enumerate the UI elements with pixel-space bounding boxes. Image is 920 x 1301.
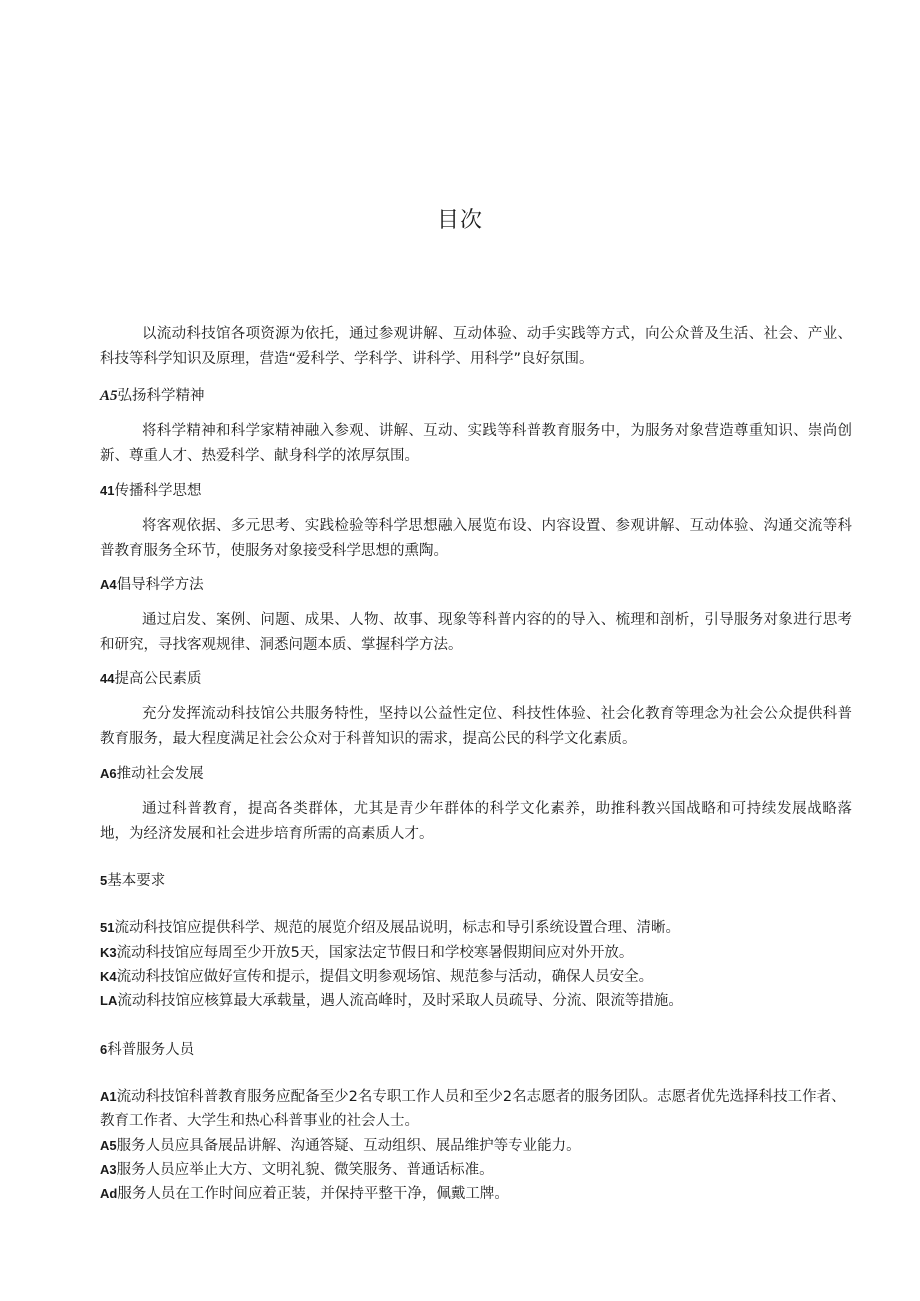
section-heading xyxy=(100,764,204,784)
section-heading xyxy=(100,386,205,406)
item-text: 流动科技馆应做好宣传和提示，提倡文明参观场馆、规范参与活动，确保人员安全。 xyxy=(116,969,654,985)
item-number: A3 xyxy=(100,1162,117,1177)
item-number: Ad xyxy=(100,1186,118,1201)
section-paragraph: 充分发挥流动科技馆公共服务特性，坚持以公益性定位、科技性体验、社会化教育等理念为社会公众提供科普教育服务，最大程度满足社会公众对于科普知识的需求，提高公民的科学文化素质。 xyxy=(100,706,852,747)
section-number: A5 xyxy=(100,388,118,404)
list-item xyxy=(100,1158,852,1182)
section-title: 倡导科学方法 xyxy=(116,577,204,593)
section-title: 弘扬科学精神 xyxy=(117,388,205,404)
chapter-number: 6 xyxy=(100,1042,108,1057)
chapter-heading xyxy=(100,871,165,891)
page-title: 目次 xyxy=(436,208,483,233)
intro-paragraph: 以流动科技馆各项资源为依托，通过参观讲解、互动体验、动手实践等方式，向公众普及生活、社会、产业、科技等科学知识及原理，营造“爱科学、学科学、讲科学、用科学”良好氛围。 xyxy=(100,326,852,367)
section-title: 传播科学思想 xyxy=(114,483,202,499)
chapter-number: 5 xyxy=(100,873,108,888)
chapter-heading xyxy=(100,1040,194,1060)
item-number: LA xyxy=(100,993,118,1008)
chapter-title: 科普服务人员 xyxy=(107,1042,195,1058)
section-paragraph: 通过科普教育，提高各类群体，尤其是青少年群体的科学文化素养，助推科教兴国战略和可持续发展战略落地，为经济发展和社会进步培育所需的高素质人才。 xyxy=(100,801,852,842)
list-item xyxy=(100,965,852,989)
item-text: 流动科技馆应核算最大承载量，遇人流高峰时，及时采取人员疏导、分流、限流等措施。 xyxy=(117,993,683,1009)
item-number: A5 xyxy=(100,1138,117,1153)
list-item xyxy=(100,1134,852,1158)
section-paragraph: 通过启发、案例、问题、成果、人物、故事、现象等科普内容的的导入、梳理和剖析，引导服务对象进行思考和研究，寻找客观规律、洞悉问题本质、掌握科学方法。 xyxy=(100,612,852,653)
section-heading xyxy=(100,481,201,501)
item-number: K4 xyxy=(100,969,117,984)
item-text: 流动科技馆科普教育服务应配备至少2名专职工作人员和至少2名志愿者的服务团队。志愿者优先选择科技工作者、教育工作者、大学生和热心科普事业的社会人士。 xyxy=(100,1089,846,1129)
item-number: K3 xyxy=(100,945,117,960)
section-heading xyxy=(100,669,201,689)
item-text: 流动科技馆应每周至少开放5天，国家法定节假日和学校寒暑假期间应对外开放。 xyxy=(116,945,634,961)
section-number: A6 xyxy=(100,766,117,781)
section-heading xyxy=(100,575,204,595)
section-title: 提高公民素质 xyxy=(114,671,202,687)
section-number: 41 xyxy=(100,483,115,498)
item-text: 流动科技馆应提供科学、规范的展览介绍及展品说明，标志和导引系统设置合理、清晰。 xyxy=(114,920,680,936)
list-item xyxy=(100,1085,852,1133)
list-item xyxy=(100,989,852,1013)
list-item xyxy=(100,1182,852,1206)
section-title: 推动社会发展 xyxy=(116,766,204,782)
item-text: 服务人员应具备展品讲解、沟通答疑、互动组织、展品维护等专业能力。 xyxy=(116,1138,581,1154)
item-number: 51 xyxy=(100,920,115,935)
item-text: 服务人员应举止大方、文明礼貌、微笑服务、普通话标准。 xyxy=(116,1162,494,1178)
chapter-title: 基本要求 xyxy=(107,873,166,889)
item-number: A1 xyxy=(100,1089,117,1104)
list-item xyxy=(100,916,852,940)
section-number: A4 xyxy=(100,577,117,592)
section-paragraph: 将客观依据、多元思考、实践检验等科学思想融入展览布设、内容设置、参观讲解、互动体验、沟通交流等科普教育服务全环节，使服务对象接受科学思想的熏陶。 xyxy=(100,518,852,559)
section-paragraph: 将科学精神和科学家精神融入参观、讲解、互动、实践等科普教育服务中，为服务对象营造尊重知识、崇尚创新、尊重人才、热爱科学、献身科学的浓厚氛围。 xyxy=(100,423,852,464)
section-number: 44 xyxy=(100,671,115,686)
item-text: 服务人员在工作时间应着正装，并保持平整干净，佩戴工牌。 xyxy=(117,1186,509,1202)
list-item xyxy=(100,941,852,965)
